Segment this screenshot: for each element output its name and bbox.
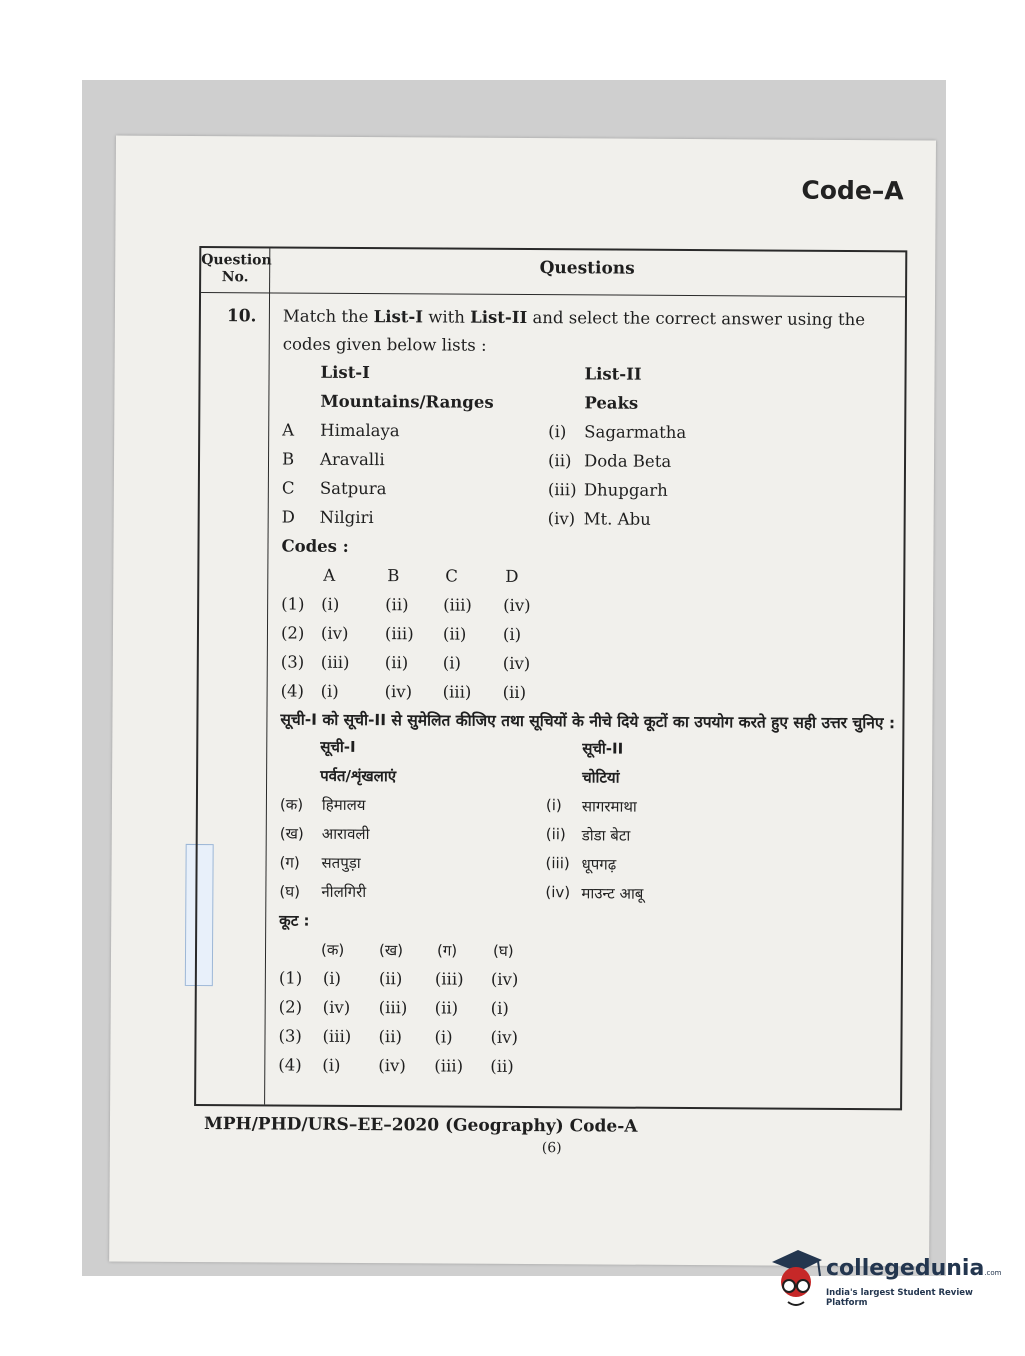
hindi-option-row: (1) (i) (ii) (iii) (iv)	[278, 968, 519, 989]
codes-label: Codes :	[281, 536, 349, 556]
exam-footer: MPH/PHD/URS–EE–2020 (Geography) Code-A	[203, 1114, 638, 1137]
collegedunia-logo	[768, 1246, 1002, 1316]
match-row: C Satpura (iii) Dhupgarh	[281, 478, 668, 500]
option-row: (4) (i) (iv) (iii) (ii)	[280, 681, 527, 703]
code-label: Code–A	[801, 175, 904, 206]
header-questions: Questions	[539, 258, 635, 279]
match-row: A Himalaya (i) Sagarmatha	[282, 420, 687, 442]
codes-header: A B C D	[323, 565, 519, 586]
list1-subtitle: Mountains/Ranges	[320, 391, 494, 412]
hindi-stem: सूची-I को सूची-II से सुमेलित कीजिए तथा सूचियों के नीचे दिये कूटों का उपयोग करते हुए सही उत्तर चुनिए :	[280, 710, 896, 733]
match-row: B Aravalli (ii) Doda Beta	[281, 449, 672, 471]
list2-subtitle: Peaks	[584, 393, 639, 413]
hindi-option-row: (4) (i) (iv) (iii) (ii)	[278, 1055, 514, 1076]
list-subtitles	[282, 388, 904, 421]
list1-title: List-I	[320, 362, 370, 383]
option-row: (1) (i) (ii) (iii) (iv)	[281, 594, 531, 616]
hindi-option-row: (2) (iv) (iii) (ii) (i)	[278, 997, 509, 1018]
header-divider	[201, 292, 905, 297]
hindi-list-subtitles: पर्वत/शृंखलाएं चोटियां	[320, 766, 620, 787]
hindi-list-titles: सूची-I सूची-II	[320, 737, 624, 758]
list-titles	[282, 359, 904, 392]
hindi-option-row: (3) (iii) (ii) (i) (iv)	[278, 1026, 519, 1047]
student-mascot-icon	[768, 1246, 824, 1312]
list2-title: List-II	[584, 364, 642, 384]
question-table	[194, 246, 907, 1110]
logo-wordmark: collegedunia.com	[826, 1256, 1002, 1281]
option-row: (3) (iii) (ii) (i) (iv)	[280, 652, 531, 674]
hindi-match-row: (क) हिमालय (i) सागरमाथा	[279, 795, 637, 816]
hindi-codes-label: कूट :	[279, 911, 310, 930]
question-content	[278, 303, 905, 1085]
column-divider	[264, 248, 270, 1104]
question-stem: Match the List-I with List-II and select the correct answer using the codes given below lists :	[282, 306, 866, 355]
logo-tagline: India's largest Student Review Platform	[826, 1288, 973, 1308]
page-number: (6)	[541, 1140, 562, 1157]
hindi-match-row: (ख) आरावली (ii) डोडा बेटा	[279, 824, 631, 845]
hindi-match-row: (ग) सतपुड़ा (iii) धूपगढ़	[279, 853, 617, 874]
match-row: D Nilgiri (iv) Mt. Abu	[281, 507, 651, 529]
hindi-match-row: (घ) नीलगिरी (iv) माउन्ट आबू	[279, 882, 644, 903]
header-question-no: Question No.	[201, 252, 272, 286]
question-number: 10.	[226, 306, 257, 327]
option-row: (2) (iv) (iii) (ii) (i)	[280, 623, 522, 644]
hindi-codes-header: (क) (ख) (ग) (घ)	[320, 940, 514, 960]
exam-page	[109, 135, 936, 1266]
